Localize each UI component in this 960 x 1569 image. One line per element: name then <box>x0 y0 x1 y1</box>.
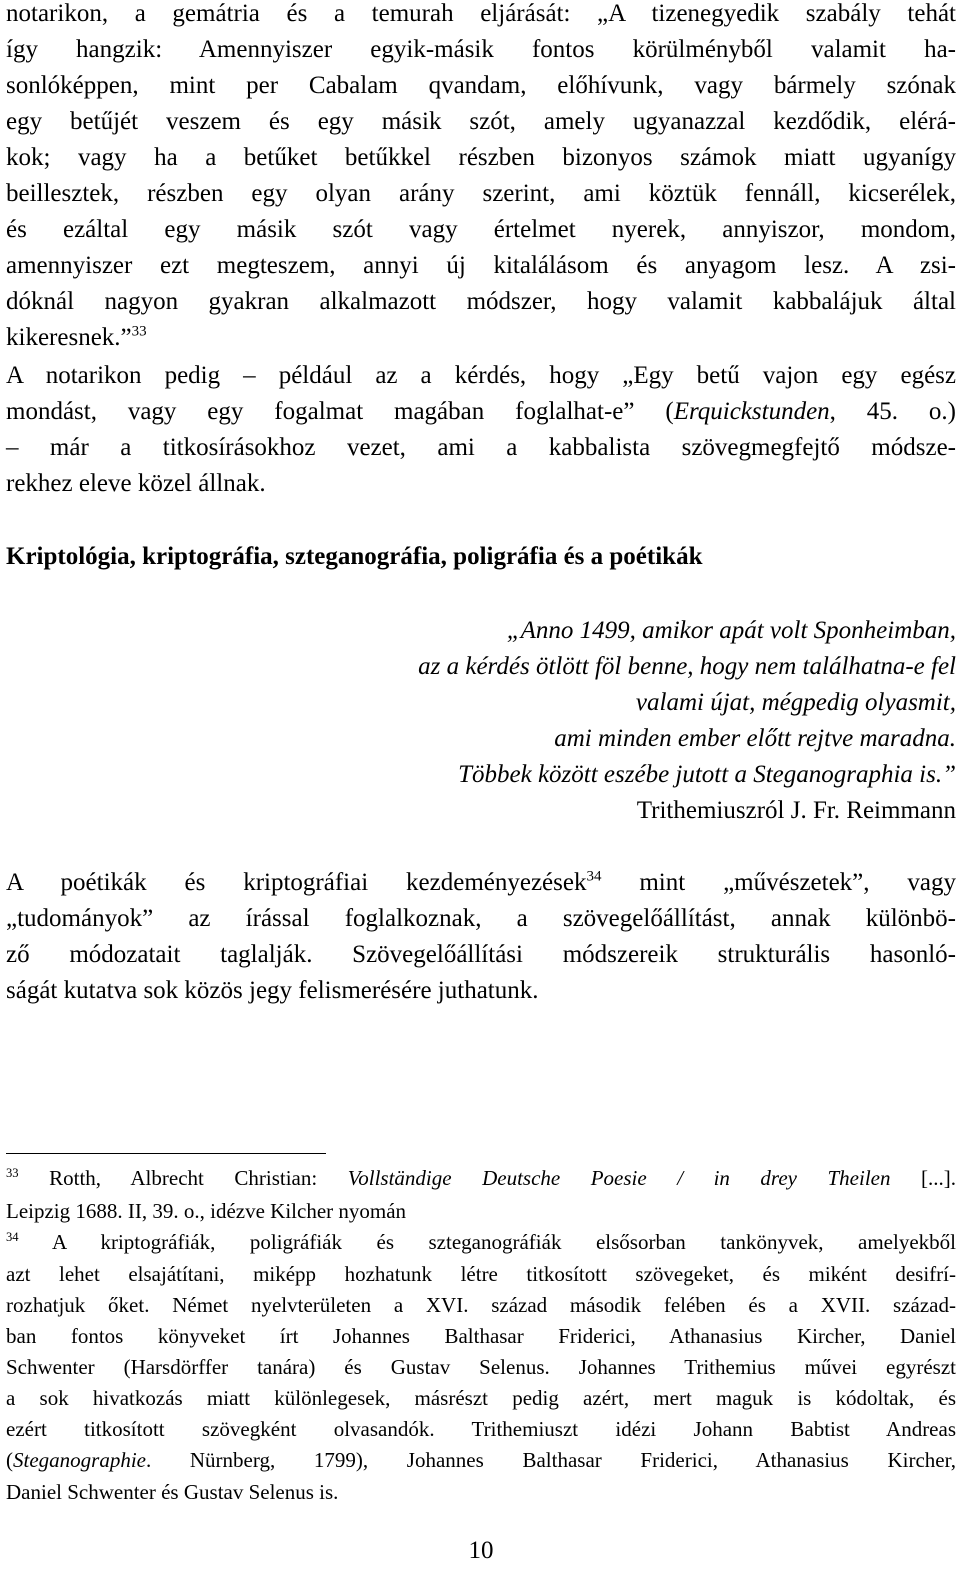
work-title: Erquickstunden <box>673 398 830 425</box>
footnote-separator <box>6 1153 326 1154</box>
text-line: Leipzig 1688. II, 39. o., idézve Kilcher nyomán <box>6 1199 407 1223</box>
text-line: ző módozatait taglalják. Szövegelőállítási módszereik strukturális hasonló- <box>6 941 956 968</box>
footnote-number: 33 <box>6 1166 19 1180</box>
work-title: Vollständige Deutsche Poesie / in drey Theilen <box>347 1166 891 1190</box>
text-line: notarikon, a gemátria és a temurah eljárását: „A tizenegyedik szabály tehát <box>6 0 956 27</box>
text-line: A notarikon pedig – például az a kérdés, hogy „Egy betű vajon egy egész <box>6 362 956 389</box>
motto-line: „Anno 1499, amikor apát volt Sponheimban, <box>506 617 956 644</box>
footnote-ref-34[interactable]: 34 <box>586 868 602 885</box>
text-span: mondást, vagy egy fogalmat magában foglalhat-e” ( <box>6 398 674 425</box>
motto-line: valami újat, mégpedig olyasmit, <box>635 689 956 716</box>
text-line: így hangzik: Amennyiszer egyik-másik fontos körülményből valamit ha- <box>6 36 956 63</box>
motto-line: az a kérdés ötlött föl benne, hogy nem találhatna-e fel <box>418 653 956 680</box>
text-line: dóknál nagyon gyakran alkalmazott módszer, hogy valamit kabbalájuk által <box>6 288 956 315</box>
text-line: azt lehet elsajátítani, miképp hozhatunk létre titkosított szövegeket, és miként desifrí- <box>6 1262 956 1286</box>
text-line: és ezáltal egy másik szót vagy értelmet nyerek, annyiszor, mondom, <box>6 216 956 243</box>
work-title: Steganographie <box>13 1448 146 1472</box>
text-line: sonlóképpen, mint per Cabalam qvandam, előhívunk, vagy bármely szónak <box>6 72 956 99</box>
footnote-number: 34 <box>6 1230 19 1244</box>
text-line <box>6 324 956 352</box>
motto-line: Többek között eszébe jutott a Steganographia is.” <box>458 761 956 788</box>
motto-line: ami minden ember előtt rejtve maradna. <box>554 725 956 752</box>
footnote-34 <box>6 1230 956 1255</box>
text-line: ezért titkosított szövegként olvasandók. Trithemiuszt idézi Johann Babtist Andreas <box>6 1417 956 1441</box>
text-line: beillesztek, részben egy olyan arány szerint, ami köztük fennáll, kicserélek, <box>6 180 956 207</box>
text-line: egy betűjét veszem és egy másik szót, amely ugyanazzal kezdődik, elérá- <box>6 108 956 135</box>
text-span: mint „művészetek”, vagy <box>601 869 956 896</box>
text-span: Rotth, Albrecht Christian: <box>18 1166 348 1190</box>
text-line: „tudományok” az írással foglalkoznak, a szövegelőállítást, annak különbö- <box>6 905 956 932</box>
text-line: Schwenter (Harsdörffer tanára) és Gustav Selenus. Johannes Trithemius művei egyrészt <box>6 1355 956 1379</box>
text-span: [...]. <box>890 1166 956 1190</box>
footnote-ref-33[interactable]: 33 <box>131 323 147 340</box>
footnote-33 <box>6 1166 956 1191</box>
text-line <box>6 398 956 426</box>
text-span: A poétikák és kriptográfiai kezdeményezések <box>6 869 587 896</box>
page-number: 10 <box>468 1537 494 1564</box>
text-line: a sok hivatkozás miatt különlegesek, másrészt pedig azért, mert maguk is kódoltak, és <box>6 1386 956 1410</box>
text-span: A kriptográfiák, poligráfiák és szteganográfiák elsősorban tankönyvek, amelyekből <box>18 1230 956 1254</box>
text-line: – már a titkosírásokhoz vezet, ami a kabbalista szövegmegfejtő módsze- <box>6 434 956 461</box>
text-line: Daniel Schwenter és Gustav Selenus is. <box>6 1480 339 1504</box>
text-line: ságát kutatva sok közös jegy felismerésére juthatunk. <box>6 977 539 1004</box>
text-line: kok; vagy ha a betűket betűkkel részben bizonyos számok miatt ugyanígy <box>6 144 956 171</box>
text-span: ( <box>6 1448 13 1472</box>
text-line: ban fontos könyveket írt Johannes Balthasar Friderici, Athanasius Kircher, Daniel <box>6 1324 956 1348</box>
text-line: amennyiszer ezt megteszem, annyi új kitalálásom és anyagom lesz. A zsi- <box>6 252 956 279</box>
text-line <box>6 1448 956 1473</box>
text-span: . Nürnberg, 1799), Johannes Balthasar Friderici, Athanasius Kircher, <box>145 1448 956 1472</box>
paragraph-end-text: kikeresnek.” <box>6 324 132 351</box>
motto-attribution: Trithemiuszról J. Fr. Reimmann <box>636 797 956 824</box>
section-heading: Kriptológia, kriptográfia, szteganográfia, poligráfia és a poétikák <box>6 543 703 570</box>
text-span: , 45. o.) <box>829 398 956 425</box>
text-line: rozhatjuk őket. Német nyelvterületen a XVI. század második felében és a XVII. század- <box>6 1293 956 1317</box>
text-line <box>6 869 956 897</box>
text-line: rekhez eleve közel állnak. <box>6 470 266 497</box>
